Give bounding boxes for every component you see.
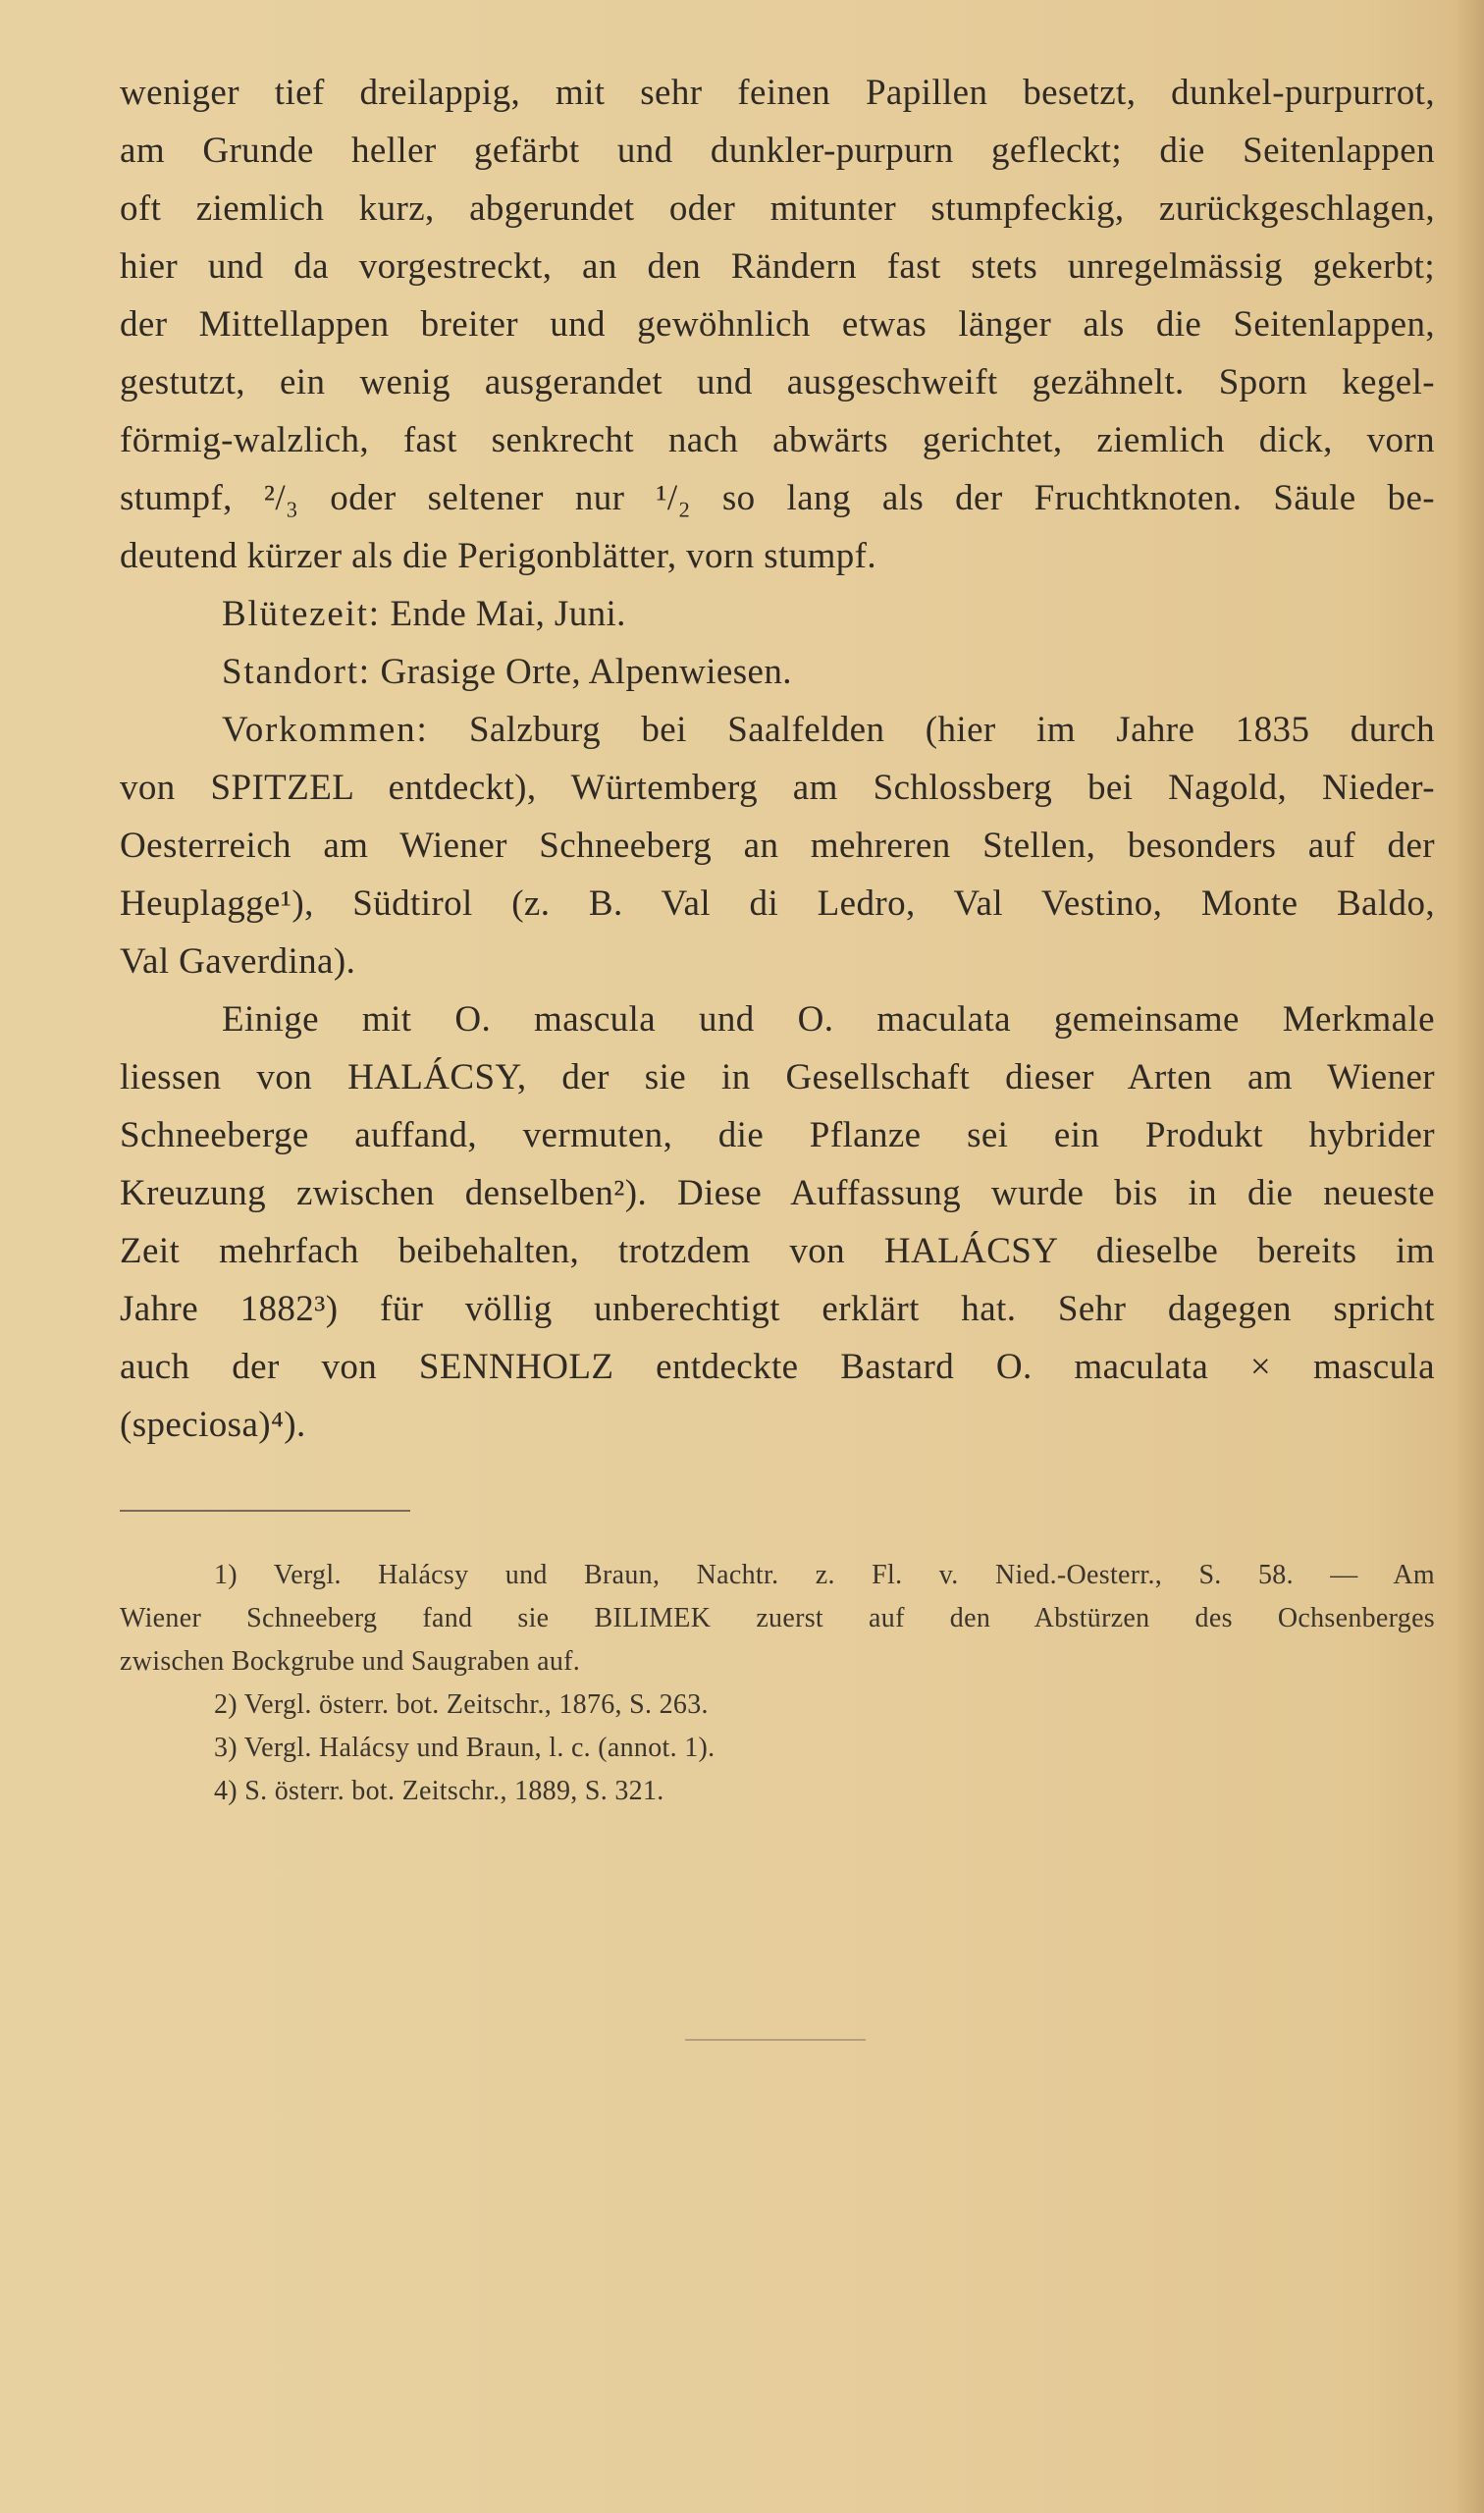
footnote-2: 2) Vergl. österr. bot. Zeitschr., 1876, S. 263. (214, 1689, 709, 1720)
main-line-5: der Mittellappen breiter und gewöhnlich etwas länger als die Seitenlappen, (120, 304, 1435, 345)
bluetezeit-text: Ende Mai, Juni. (390, 594, 626, 634)
vorkommen-line-2: von SPITZEL entdeckt), Würtemberg am Schlossberg bei Nagold, Nieder- (120, 768, 1435, 808)
einige-line-3: Schneeberge auffand, vermuten, die Pflanze sei ein Produkt hybrider (120, 1115, 1435, 1155)
vorkommen-label: Vorkommen: (222, 710, 429, 750)
footnote-1-line-2: Wiener Schneeberg fand sie BILIMEK zuerst auf den Abstürzen des Ochsenberges (120, 1603, 1435, 1633)
einige-line-7: auch der von SENNHOLZ entdeckte Bastard O. maculata × mascula (120, 1347, 1435, 1387)
einige-line-8: (speciosa)⁴). (120, 1405, 306, 1445)
main-line-4: hier und da vorgestreckt, an den Rändern fast stets unregelmässig gekerbt; (120, 246, 1435, 287)
standort-label: Standort: (222, 652, 371, 692)
vorkommen-line-5: Val Gaverdina). (120, 941, 356, 982)
vorkommen-line-4: Heuplagge¹), Südtirol (z. B. Val di Ledro, Val Vestino, Monte Baldo, (120, 883, 1435, 924)
main-line-7: förmig-walzlich, fast senkrecht nach abwärts gerichtet, ziemlich dick, vorn (120, 420, 1435, 460)
vorkommen-line-3: Oesterreich am Wiener Schneeberg an mehreren Stellen, besonders auf der (120, 826, 1435, 866)
main-line-9: deutend kürzer als die Perigonblätter, vorn stumpf. (120, 536, 877, 576)
bluetezeit-label: Blütezeit: (222, 594, 381, 634)
vorkommen-text-1: Salzburg bei Saalfelden (hier im Jahre 1835 durch (468, 710, 1435, 750)
footnotes (120, 1554, 1435, 1813)
footnote-1-line-1: 1) Vergl. Halácsy und Braun, Nachtr. z. Fl. v. Nied.-Oesterr., S. 58. — Am (214, 1560, 1435, 1590)
einige-line-4: Kreuzung zwischen denselben²). Diese Auffassung wurde bis in die neueste (120, 1173, 1435, 1213)
main-text (120, 64, 1435, 1454)
footnote-4: 4) S. österr. bot. Zeitschr., 1889, S. 321. (214, 1776, 664, 1806)
vorkommen-line-1 (120, 701, 1435, 759)
einige-line-1: Einige mit O. mascula und O. maculata gemeinsame Merkmale (222, 999, 1435, 1040)
footnote-3: 3) Vergl. Halácsy und Braun, l. c. (annot. 1). (214, 1733, 716, 1763)
bluetezeit-paragraph (120, 585, 1435, 643)
main-line-1: weniger tief dreilappig, mit sehr feinen Papillen besetzt, dunkel-purpurrot, (120, 73, 1435, 113)
main-line-3: oft ziemlich kurz, abgerundet oder mitunter stumpfeckig, zurückgeschlagen, (120, 188, 1435, 229)
standort-paragraph (120, 643, 1435, 701)
page-edge-shadow (1455, 0, 1484, 2513)
standort-text: Grasige Orte, Alpenwiesen. (380, 652, 792, 692)
einige-line-2: liessen von HALÁCSY, der sie in Gesellschaft dieser Arten am Wiener (120, 1057, 1435, 1097)
page-end-rule (685, 2039, 866, 2041)
footnote-separator (120, 1510, 410, 1512)
main-line-6: gestutzt, ein wenig ausgerandet und ausgeschweift gezähnelt. Sporn kegel- (120, 362, 1435, 402)
main-line-8: stumpf, ²/₃ oder seltener nur ¹/₂ so lang als der Fruchtknoten. Säule be- (120, 478, 1435, 518)
einige-line-6: Jahre 1882³) für völlig unberechtigt erklärt hat. Sehr dagegen spricht (120, 1289, 1435, 1329)
einige-line-5: Zeit mehrfach beibehalten, trotzdem von HALÁCSY dieselbe bereits im (120, 1231, 1435, 1271)
footnote-1-line-3: zwischen Bockgrube und Saugraben auf. (120, 1646, 581, 1677)
main-line-2: am Grunde heller gefärbt und dunkler-purpurn gefleckt; die Seitenlappen (120, 131, 1435, 171)
